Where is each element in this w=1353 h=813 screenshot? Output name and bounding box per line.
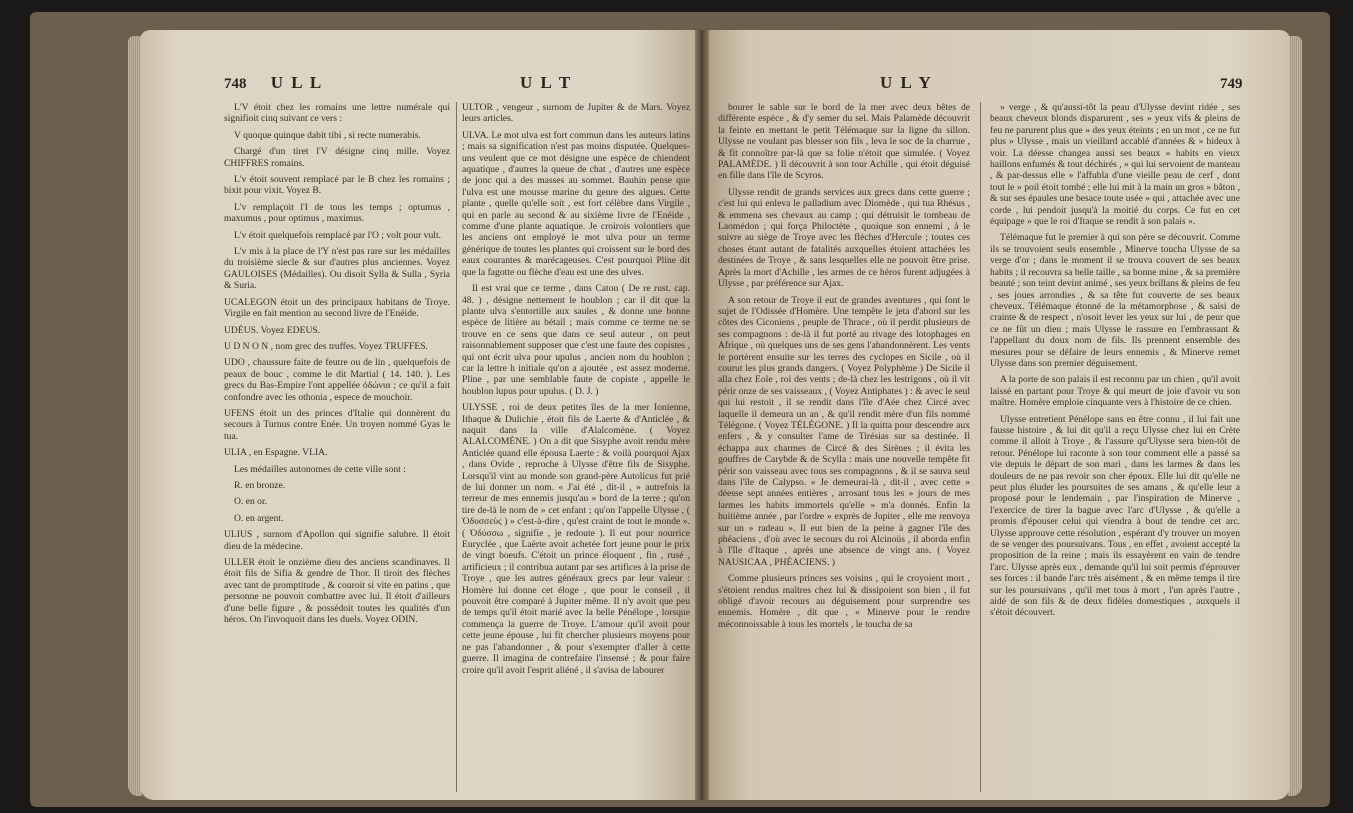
left-page-number: 748 [224,76,247,92]
paragraph: R. en bronze. [234,479,286,491]
paragraph: O. en or. [234,496,268,508]
paragraph: Il est vrai que ce terme , dans Caton ( De re rust. cap. 48. ) , désigne nettement le houblon ; car il dit que la plante ulva s'entortille aux saules , & donne une bonne espèce de litière au bétail ; mais comme ce terme ne se trouve en ce sens que dans ce seul auteur , on peut raisonnablement supposer que c'est une faute des copistes , qui ont écrit ulva pour upulus , ancien nom du houblon ; car la lettre h initiale qu'on a ajoutée , est assez moderne. Pline , par une semblable faute de copiste , appelle le houblon lupus pour upulus. ( D. J. ) [462,283,690,397]
paragraph: L'V étoit chez les romains une lettre numérale qui signifioit cinq suivant ce vers : [224,102,450,125]
paragraph: ULIUS , surnom d'Apollon qui signifie salubre. Il étoit dieu de la médecine. [224,529,450,552]
paragraph: Ulysse rendit de grands services aux grecs dans cette guerre ; c'est lui qui enleva le palladium avec Diomède , qui tua Rhésus , & emmena ses chevaux au camp ; qui détruisit le tombeau de Laomédon ; qui força Philoctète , quoique son ennemi , à le suivre au siège de Troye avec les flèches d'Hercule ; toutes ces choses étant autant de fatalités auxquelles étoient attachées les destinées de Troye , & sans lesquelles elle ne pouvoit être prise. Après la mort d'Achille , les armes de ce héros furent adjugées à Ulysse , par préférence sur Ajax. [718,186,970,290]
left-page [140,30,700,800]
paragraph: L'v mis à la place de l'Y n'est pas rare sur les médailles du troisième siecle & sur d'autres plus anciennes. Voyez GAULOISES (Médailles). Ou disoit Sylla & Sulla , Syria & Suria. [224,246,450,292]
right-page-edges [1288,36,1302,796]
paragraph: ULVA. Le mot ulva est fort commun dans les auteurs latins ; mais sa signification n'est pas moins disputée. Quelques-uns veulent que ce mot désigne une espèce de chiendent aquatique , d'autres la queue de chat , d'autres une espèce de jonc qui a des masses au sommet. Bauhin pense que l'ulva est une mousse marine du genre des algues. Cette plante , quelle qu'elle soit , est fort célèbre dans Virgile , qui en parle au second & au sixième livre de l'Enéide , comme d'une plante aquatique. Je croirois volontiers que les anciens ont employé le mot ulva pour un terme générique de toutes les plantes qui croissent sur le bord des eaux courantes & marécageuses. C'est pourquoi Pline dit que la fagotte ou flèche d'eau est une des ulves. [462,129,690,278]
paragraph: ULIA , en Espagne. VLIA. [224,447,328,459]
paragraph: UDO , chaussure faite de feutre ou de lin , quelquefois de peaux de bouc , comme le dit Martial ( 14. 140. ). Les grecs du Bas-Empire l'ont appellée ὀδώνια ; ce qu'il a fait confondre avec les othonia , espece de mouchoir. [224,357,450,403]
left-column-2 [462,102,690,681]
paragraph: Les médailles autonomes de cette ville sont : [234,463,406,475]
paragraph: Comme plusieurs princes ses voisins , qui le croyoient mort , s'étoient rendus maîtres chez lui & dissipoient son bien , il fut obligé d'avoir recours au déguisement pour surprendre ses ennemis. Homère , dit que , « Minerve pour le rendre méconnoissable à tous les mortels , le toucha de sa [718,573,970,630]
paragraph: ULYSSE , roi de deux petites îles de la mer Ionienne, Ithaque & Dulichie , étoit fils de Laerte & d'Anticlée , & naquit dans la ville d'Alalcomène. ( Voyez ALALCOMÈNE. ) On a dit que Sisyphe avoit rendu mère Anticlée quand elle épousa Laerte : & voilà pourquoi Ajax , dans Ovide , reproche à Ulysse d'être fils de Sisyphe. Lorsqu'il vint au monde son grand-père Autolicus fut prié de lui donner un nom. « J'ai été , dit-il , » autrefois la terreur de mes ennemis jusqu'au » bord de la terre ; qu'on tire de-là le nom de » cet enfant ; qu'on l'appelle Ulysse , ( Ὀδυσσεὺς ) » c'est-à-dire , qu'est craint de tout le monde ». ( Ὀδύσσω , signifie , je redoute ). Il eut pour nourrice Euryclée , que Laërte avoit achetée fort jeune pour le prix de vingt boeufs. C'étoit un prince éloquent , fin , rusé , artificieux ; il contribua autant par ses artifices à la prise de Troye , que les autres généraux grecs par leur valeur : Homère lui donne cet éloge , que pour le conseil , il pouvoit être comparé à Jupiter même. Il n'y avoit que peu de temps qu'il étoit marié avec la belle Pénélope , lorsque commença la guerre de Troye. L'amour qu'il avoit pour cette jeune épouse , lui fit chercher plusieurs moyens pour ne pas l'abandonner , & pour s'exempter d'aller à cette guerre. Il imagina de contrefaire l'insensé ; & pour faire croire qu'il avoit l'esprit aliéné , il s'avisa de labourer [462,402,690,676]
paragraph: U D N O N , nom grec des truffes. Voyez TRUFFES. [224,340,428,352]
paragraph: ULLER étoit le onzième dieu des anciens scandinaves. Il étoit fils de Sifia & gendre de Thor. Il tiroit des flèches avec tant de promptitude , & couroit si vite en patins , que personne ne pouvoit combattre avec lui. Il étoit d'ailleurs d'une belle figure , & possédoit toutes les qualités d'un héros. On l'invoquoit dans les duels. Voyez ODIN. [224,557,450,626]
paragraph: UFENS étoit un des princes d'Italie qui donnèrent du secours à Turnus contre Enée. Un troyen nommé Gyas le tua. [224,407,450,442]
right-running-head: U L Y [880,73,933,92]
paragraph: » verge , & qu'aussi-tôt la peau d'Ulysse devint ridée , ses beaux cheveux blonds disparurent , ses » yeux vifs & pleins de feu ne parurent plus que » des yeux éteints ; en un mot , ce ne fut plus » Ulysse , mais un vieillard accablé d'années & » hideux à voir. La déesse changea aussi ses beaux » habits en vieux haillons enfumés & tout déchirés , » qui lui servoient de manteau , & par-dessus elle » l'affubla d'une vieille peau de cerf , dont tout le » poil étoit tombé ; elle lui mit à la main un gros » bâton , & sur ses épaules une besace toute usée » qui , attachée avec une corde , lui pendoit jusqu'à la moitié du corps. Ce fut en cet équipage » que le roi d'Itaque se rendit à son palais ». [990,102,1240,228]
paragraph: L'v remplaçoit l'I de tous les temps ; optumus , maxumus , pour optimus , maximus. [224,201,450,225]
column-rule [456,102,457,792]
paragraph: A son retour de Troye il eut de grandes aventures , qui font le sujet de l'Odissée d'Homère. Une tempête le jeta d'abord sur les côtes des Ciconiens , peuple de Thrace , où il perdit plusieurs de ses compagnons : de-là il fut porté au rivage des lotophages en Afrique , où quelques uns de ses gens l'abandonnèrent. Les vents le portèrent ensuite sur les terres des cyclopes en Sicile , où il courut les plus grands dangers. ( Voyez Polyphème ) De Sicile il alla chez Eole , roi des vents ; de-là chez les lestrigons , où il vit périr onze de ses vaisseaux , ( Voyez Antiphates ) : & avec le seul qui lui restoit , il se rendit dans l'île d'Aée chez Circé avec laquelle il demeura un an , & qu'il rendit mère d'un fils nommé Télégone. ( Voyez TÉLÉGONE. ) Il la quitta pour descendre aux enfers , & y consulter l'ame de Tirésias sur sa destinée. Il échappa aux charmes de Circé & des Sirènes ; il évita les gouffres de Carybde & de Scylla : mais une nouvelle tempête fit périr son vaisseau avec tous ses compagnons , & il se sauva seul dans l'île de Calypso. « Je demeurai-là , dit-il , avec cette » déesse sept années entières , arrosant tous les » jours de mes larmes les habits immortels qu'elle » m'a donnés. Enfin la huitième année , par l'ordre » exprès de Jupiter , elle me renvoya sur un » radeau ». Il eut bien de la peine à gagner l'île des phéaciens , d'où avec le secours du roi Alcinoüs , il aborda enfin à l'île d'Itaque , après une absence de vingt ans. ( Voyez NAUSICAA , PHÉACIENS. ) [718,294,970,568]
left-running-head [224,73,323,93]
paragraph: UDÉUS. Voyez EDEUS. [224,324,321,336]
paragraph: UCALEGON étoit un des principaux habitans de Troye. Virgile en fait mention au second livre de l'Enéide. [224,296,450,320]
paragraph: V quoque quinque dabit tibi , si recte numerabis. [234,129,421,141]
right-column-2 [990,102,1240,624]
paragraph: bourer le sable sur le bord de la mer avec deux bêtes de différente espèce , & d'y semer du sel. Mais Palamède découvrit la feinte en mettant le petit Télémaque sur la ligne du sillon. Ulysse ne voulant pas blesser son fils , leva le soc de la charrue , & fit connoître par-là que sa folie n'étoit que simulée. ( Voyez PALAMÈDE. ) Il découvrit à son tour Achille , qui étoit déguisé en fille dans l'île de Scyros. [718,102,970,182]
paragraph: L'v étoit quelquefois remplacé par l'O ; volt pour vult. [234,229,442,241]
book-gutter [695,30,709,800]
right-page [700,30,1290,800]
right-page-number: 749 [1220,76,1243,92]
right-column-1 [718,102,970,635]
paragraph: Télémaque fut le premier à qui son père se découvrit. Comme ils se trouvoient seuls ensemble , Minerve toucha Ulysse de sa verge d'or ; dans le moment il se trouva couvert de ses beaux habits ; il recouvra sa belle taille , sa bonne mine , & sa première beauté ; son teint devint animé , ses yeux brillans & pleins de feu , ses joues arrondies , & sa tête fut couverte de ses beaux cheveux. Télémaque étonné de la métamorphose , & saisi de crainte & de respect , n'osoit lever les yeux sur lui , de peur que ce ne fût un dieu ; mais Ulysse le rassure en l'embrassant & l'appellant du doux nom de fils. Ils prennent ensemble des mesures pour se défaire de leurs ennemis , & Minerve remet Ulysse dans son premier déguisement. [990,232,1240,369]
left-running-head-2: U L T [520,73,573,92]
paragraph: O. en argent. [234,512,284,524]
paragraph: Chargé d'un tiret l'V désigne cinq mille. Voyez CHIFFRES romains. [224,146,450,169]
column-rule [980,102,981,792]
left-running-head-1: U L L [270,73,324,92]
paragraph: A la porte de son palais il est reconnu par un chien , qu'il avoit laissé en partant pour Troye & qui meurt de joie d'avoir vu son maître. Homère emploie cinquante vers à l'histoire de ce chien. [990,374,1240,409]
paragraph: ULTOR , vengeur , surnom de Jupiter & de Mars. Voyez leurs articles. [462,102,690,125]
paragraph: L'v étoit souvent remplacé par le B chez les romains ; bixit pour vixit. Voyez B. [224,174,450,197]
paragraph: Ulysse entretient Pénélope sans en être connu , il lui fait une fausse histoire , & lui dit qu'il a reçu Ulysse chez lui en Crète comme il alloit à Troye , & l'assure qu'Ulysse sera bien-tôt de retour. Pénélope lui raconte à son tour comment elle a passé sa vie depuis le départ de son mari , dans les larmes & dans les douleurs de ne pas revoir son cher époux. Elle lui dit qu'elle ne peut plus éluder les poursuites de ses amans , & qu'elle leur a proposé pour le lendemain , par l'inspiration de Minerve , l'exercice de tirer la bague avec l'arc d'Ulysse , & qu'elle a promis d'épouser celui qui viendra à bout de tendre cet arc. Ulysse approuve cette résolution , espérant d'y trouver un moyen de se venger des poursuivans. Tous , en effet , avoient accepté la proposition de la reine ; mais ils essayèrent en vain de tendre l'arc. Ulysse après eux , demande qu'il lui soit permis d'éprouver ses forces : il bande l'arc très aisément , & en même temps il tire sur les poursuivans , qu'il met tous à mort , l'un après l'autre , aidé de son fils & de deux fidèles domestiques , auxquels il s'étoit découvert. [990,413,1240,619]
left-column-1 [224,102,450,630]
